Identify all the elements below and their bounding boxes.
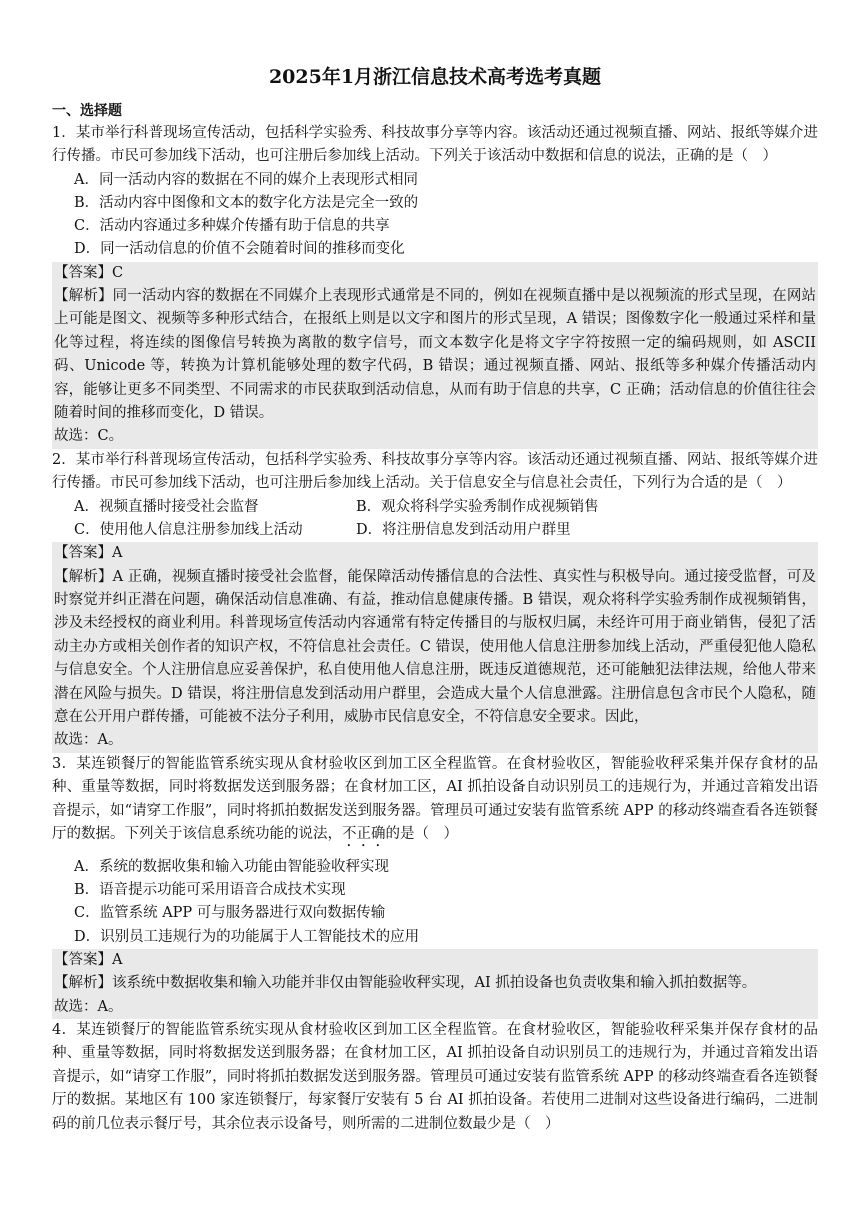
emphasis-text: 不正确 [342, 825, 386, 842]
question-4 [52, 1019, 818, 1136]
option-d: D．同一活动信息的价值不会随着时间的推移而变化 [74, 241, 405, 258]
answer-block [52, 262, 818, 449]
option-c: C．使用他人信息注册参加线上活动 [74, 521, 303, 538]
option-a: A．视频直播时接受社会监督 [74, 498, 259, 515]
option-c: C．监管系统 APP 可与服务器进行双向数据传输 [74, 905, 386, 922]
option-b: B．观众将科学实验秀制作成视频销售 [356, 498, 599, 515]
option-b: B．活动内容中图像和文本的数字化方法是完全一致的 [74, 195, 419, 212]
question-1 [52, 122, 818, 449]
answer-label: 【答案】C [54, 264, 124, 281]
question-3 [52, 753, 818, 1019]
analysis-text: 【解析】该系统中数据收集和输入功能并非仅由智能验收秤实现，AI 抓拍设备也负责收集和输入抓拍数据等。 [54, 975, 757, 992]
answer-block [52, 949, 818, 1019]
answer-block [52, 542, 818, 753]
analysis-text: 【解析】A 正确，视频直播时接受社会监督，能保障活动传播信息的合法性、真实性与积极导向。通过接受监督，可及时察觉并纠正潜在问题，确保活动信息准确、有益，推动信息健康传播。B 错误，观众将科学实验秀制作成视频销售，涉及未经授权的商业利用。科普现场宣传活动内容通常有特定传播目的与版权归属，未经许可用于商业销售，侵犯了活动主办方或相关创作者的知识产权，不符信息社会责任。C 错误，使用他人信息注册参加线上活动，严重侵犯他人隐私与信息安全。个人注册信息应妥善保护，私自使用他人信息注册，既违反道德规范，还可能触犯法律法规，给他人带来潜在风险与损失。D 错误，将注册信息发到活动用户群里，会造成大量个人信息泄露。注册信息包含市民个人隐私，随意在公开用户群传播，可能被不法分子利用，威胁市民信息安全，不符信息安全要求。因此， [54, 568, 816, 725]
option-b: B．语音提示功能可采用语音合成技术实现 [74, 882, 346, 899]
conclusion-text: 故选：C。 [54, 428, 124, 445]
option-d: D．识别员工违规行为的功能属于人工智能技术的应用 [74, 928, 420, 945]
question-2 [52, 449, 818, 753]
question-stem: 1．某市举行科普现场宣传活动，包括科学实验秀、科技故事分享等内容。该活动还通过视频直播、网站、报纸等媒介进行传播。市民可参加线下活动，也可注册后参加线上活动。下列关于该活动中数据和信息的说法，正确的是（ ） [52, 125, 818, 165]
section-heading: 一、选择题 [52, 103, 122, 119]
stem-tail: 的是（ ） [385, 825, 458, 842]
analysis-text: 【解析】同一活动内容的数据在不同媒介上表现形式通常是不同的，例如在视频直播中是以视频流的形式呈现，在网站上可能是图文、视频等多种形式结合，在报纸上则是以文字和图片的形式呈现，A 错误；图像数字化一般通过采样和量化等过程，将连续的图像信号转换为离散的数字信号，而文本数字化是将文字字符按照一定的编码规则，如 ASCII 码、Unicode 等，转换为计算机能够处理的数字代码，B 错误；通过视频直播、网站、报纸等多种媒介传播活动内容，能够让更多不同类型、不同需求的市民获取到活动信息，从而有助于信息的共享，C 正确；活动信息的价值往往会随着时间的推移而变化，D 错误。 [54, 288, 816, 422]
question-stem: 2．某市举行科普现场宣传活动，包括科学实验秀、科技故事分享等内容。该活动还通过视频直播、网站、报纸等媒介进行传播。市民可参加线下活动，也可注册后参加线上活动。关于信息安全与信息社会责任，下列行为合适的是（ ） [52, 451, 818, 492]
stem-text: 3．某连锁餐厅的智能监管系统实现从食材验收区到加工区全程监管。在食材验收区，智能验收秤采集并保存食材的品种、重量等数据，同时将数据发送到服务器；在食材加工区，AI 抓拍设备自动识别员工的违规行为，并通过音箱发出语音提示，如“请穿工作服”，同时将抓拍数据发送到服务器。管理员可通过安装有监管系统 APP 的移动终端查看各连锁餐厅的数据。下列关于该信息系统功能的说法， [52, 755, 818, 842]
option-d: D．将注册信息发到活动用户群里 [356, 521, 571, 538]
question-stem: 4．某连锁餐厅的智能监管系统实现从食材验收区到加工区全程监管。在食材验收区，智能验收秤采集并保存食材的品种、重量等数据，同时将数据发送到服务器；在食材加工区，AI 抓拍设备自动识别员工的违规行为，并通过音箱发出语音提示，如“请穿工作服”，同时将抓拍数据发送到服务器。管理员可通过安装有监管系统 APP 的移动终端查看各连锁餐厅的数据。某地区有 100 家连锁餐厅，每家餐厅安装有 5 台 AI 抓拍设备。若使用二进制对这些设备进行编码，二进制码的前几位表示餐厅号，其余位表示设备号，则所需的二进制位数最少是（ ） [52, 1022, 818, 1132]
document-page [52, 62, 818, 1136]
question-stem [52, 753, 818, 850]
option-row [52, 496, 818, 519]
option-row [52, 519, 818, 542]
answer-label: 【答案】A [54, 545, 123, 562]
conclusion-text: 故选：A。 [54, 998, 123, 1015]
option-c: C．活动内容通过多种媒介传播有助于信息的共享 [74, 218, 390, 235]
answer-label: 【答案】A [54, 951, 123, 968]
option-a: A．系统的数据收集和输入功能由智能验收秤实现 [74, 858, 389, 875]
page-title: 2025年1月浙江信息技术高考选考真题 [268, 66, 602, 88]
conclusion-text: 故选：A。 [54, 732, 123, 749]
option-a: A．同一活动内容的数据在不同的媒介上表现形式相同 [74, 171, 418, 188]
